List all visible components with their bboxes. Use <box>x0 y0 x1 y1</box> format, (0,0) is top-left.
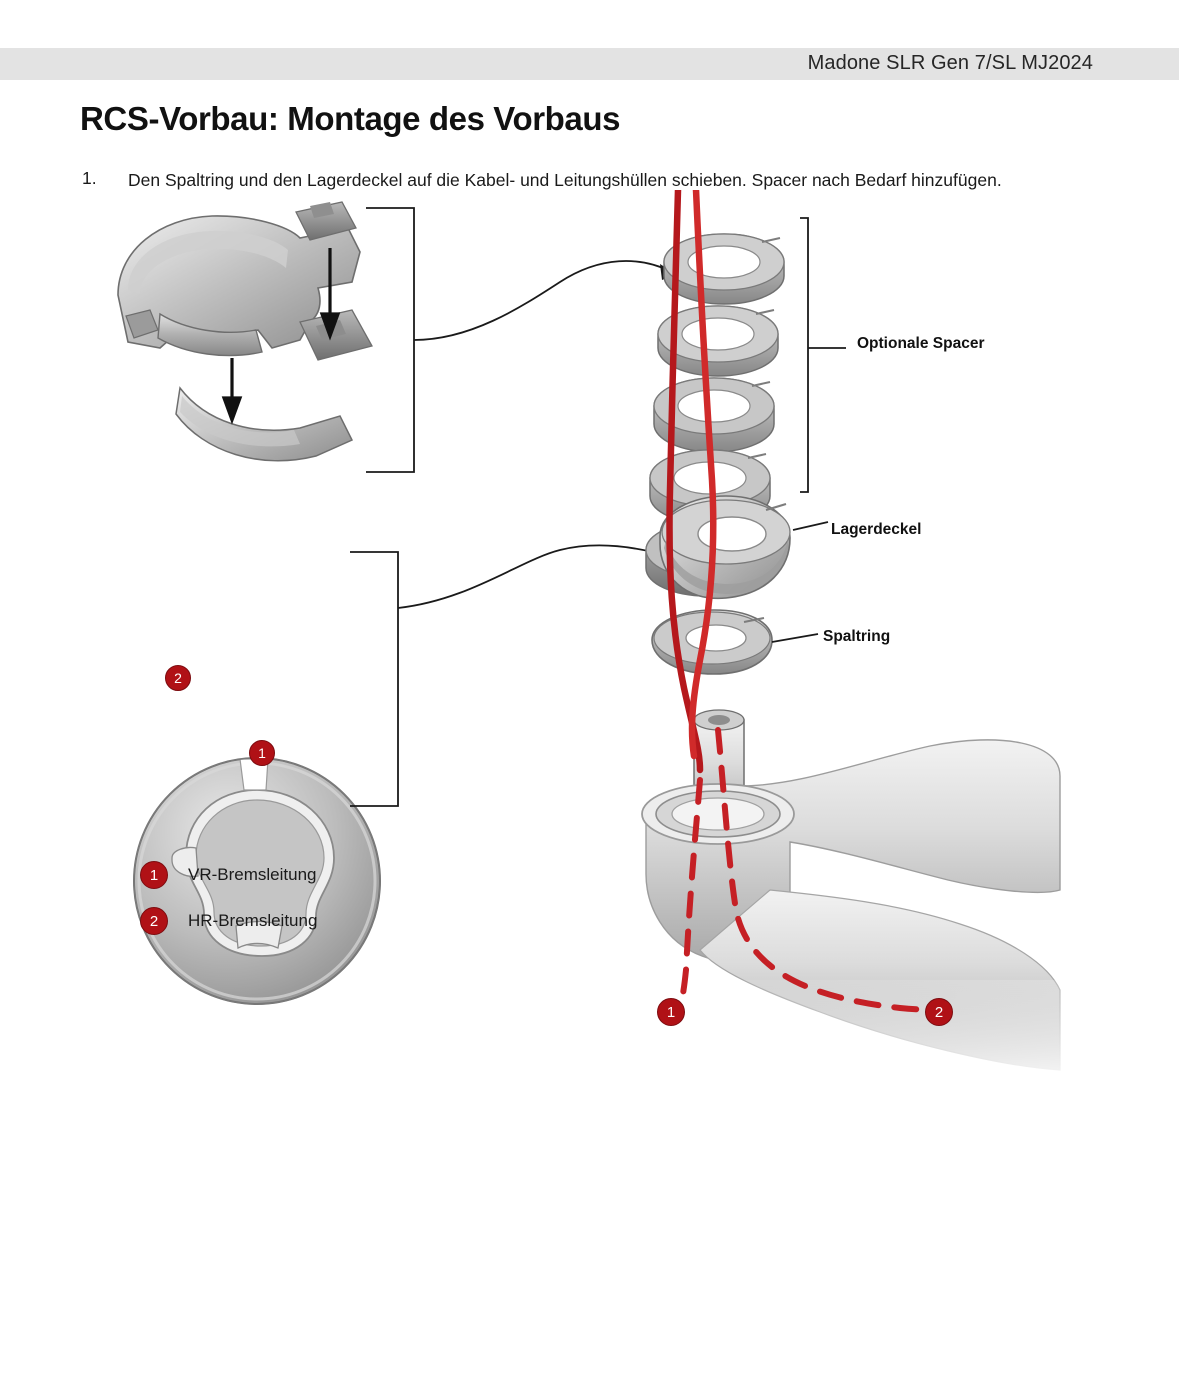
step-text: Den Spaltring und den Lagerdeckel auf die Kabel- und Leitungshüllen schieben. Spacer nach Bedarf hinzufügen. <box>128 170 1002 190</box>
legend-marker-2: 2 <box>140 907 168 935</box>
marker-disc-front: 1 <box>249 740 275 766</box>
callout-spaltring: Spaltring <box>823 628 891 645</box>
leader-split-ring <box>772 634 818 642</box>
legend <box>140 852 317 944</box>
legend-item-front-brake-line <box>140 852 317 898</box>
legend-label-2: HR-Bremsleitung <box>188 911 318 930</box>
callout-optionale-spacer: Optionale Spacer <box>857 335 985 352</box>
marker-disc-rear: 2 <box>165 665 191 691</box>
assembly-illustration <box>0 190 1179 1120</box>
legend-label-1: VR-Bremsleitung <box>188 865 317 884</box>
page-bottom-whitespace <box>0 1120 1179 1389</box>
leader-bearing-cap <box>793 522 828 530</box>
bracket-splitring <box>350 545 672 806</box>
callout-lagerdeckel: Lagerdeckel <box>831 521 922 538</box>
bracket-spacer-group <box>800 218 846 492</box>
bearing-cap <box>660 496 790 598</box>
marker-frame-rear: 2 <box>925 998 953 1026</box>
bracket-spacers <box>366 208 676 472</box>
marker-frame-front: 1 <box>657 998 685 1026</box>
page-title: RCS-Vorbau: Montage des Vorbaus <box>80 100 621 137</box>
legend-marker-1: 1 <box>140 861 168 889</box>
stem-clamp-exploded <box>118 202 372 461</box>
legend-item-rear-brake-line <box>140 898 317 944</box>
page-top-margin <box>0 0 1179 48</box>
step-number: 1. <box>82 168 97 188</box>
split-ring <box>652 610 772 674</box>
document-header-title: Madone SLR Gen 7/SL MJ2024 <box>807 52 1093 74</box>
